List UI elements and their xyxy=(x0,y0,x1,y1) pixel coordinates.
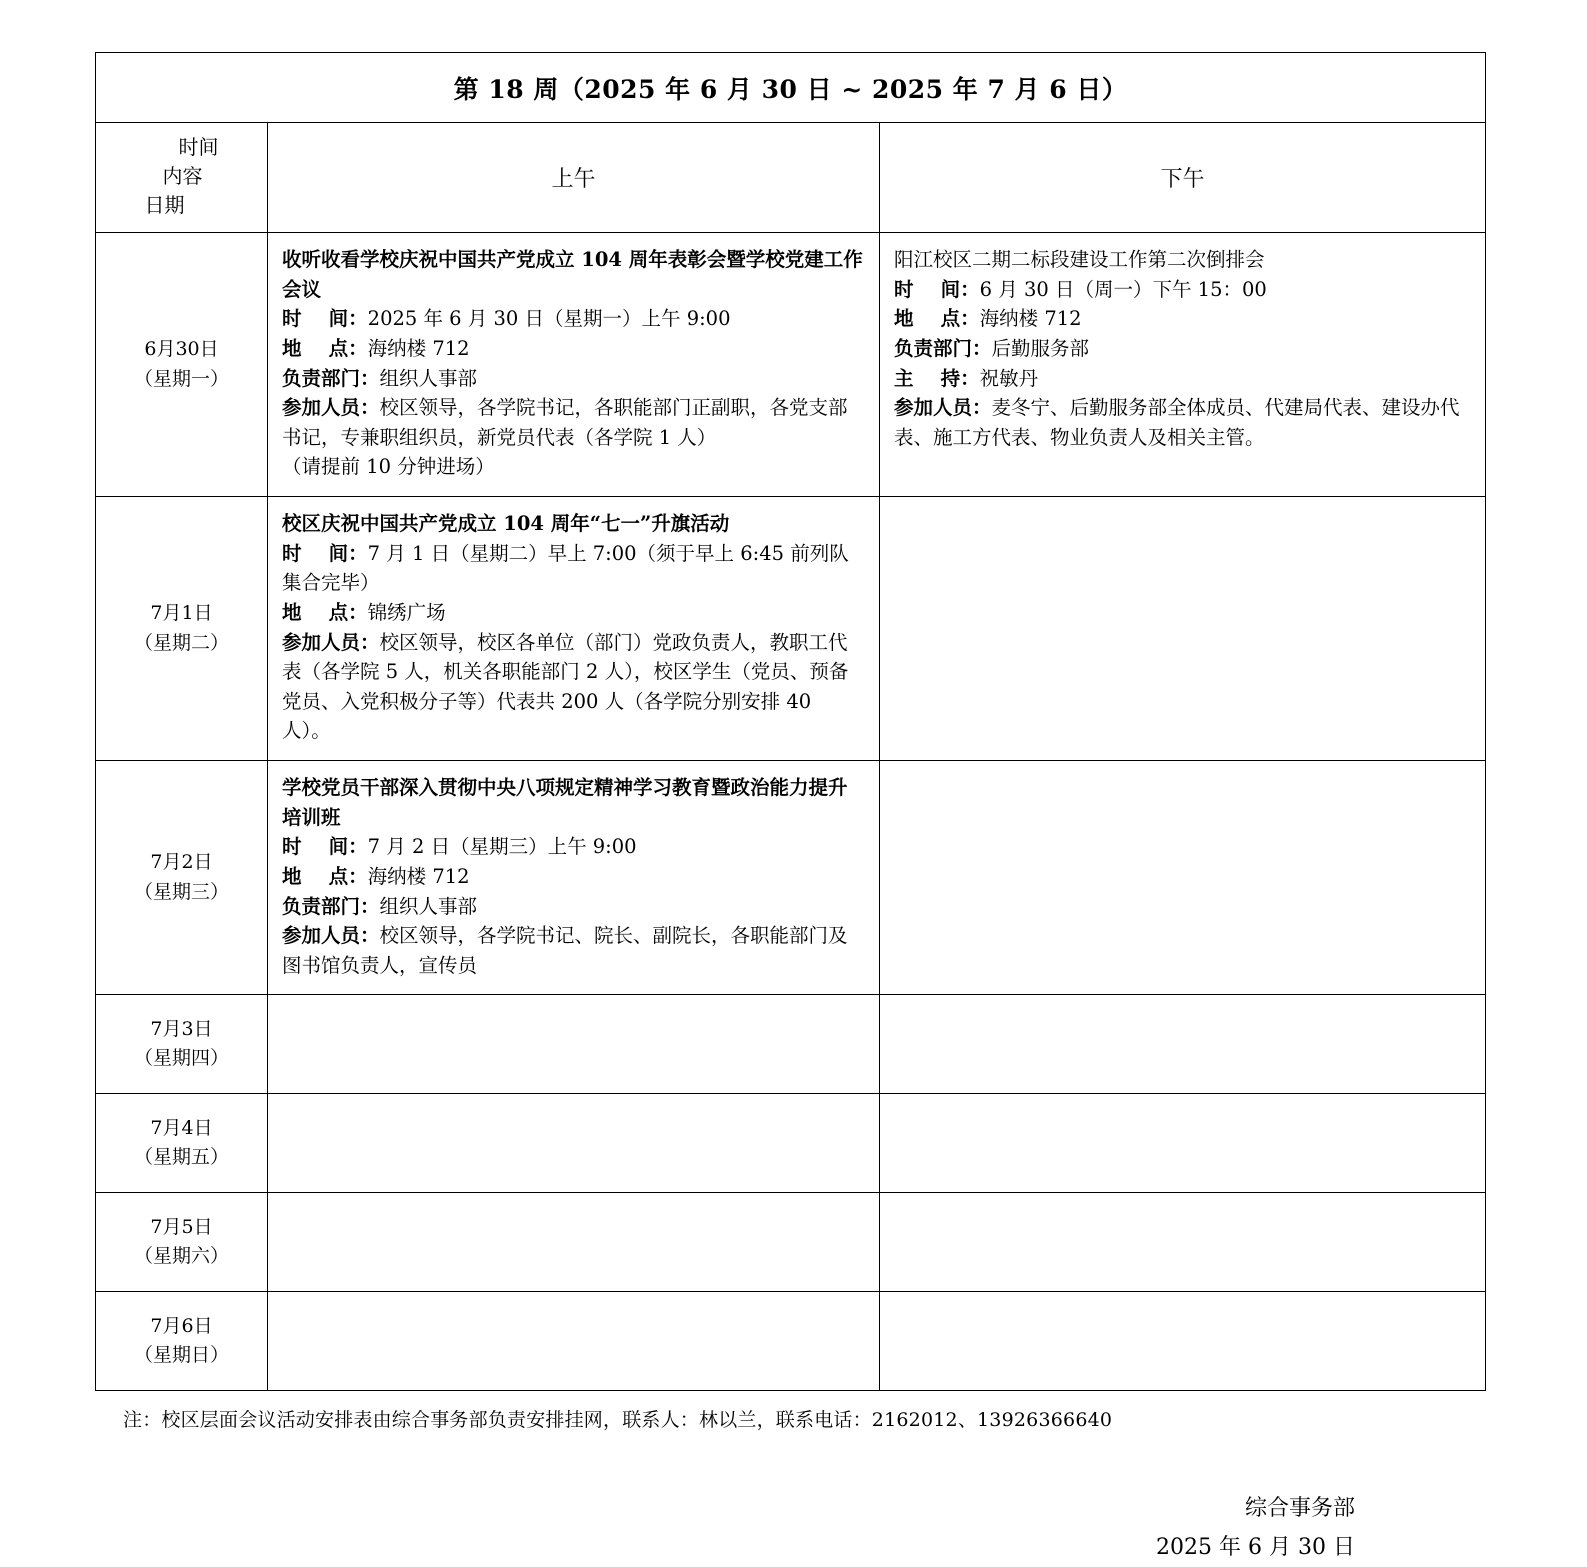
table-title-row xyxy=(96,53,1486,123)
cell-afternoon-5 xyxy=(880,1193,1486,1292)
cell-morning-4 xyxy=(268,1094,880,1193)
date-line-primary: 7月2日 xyxy=(150,851,213,874)
weekly-schedule-table xyxy=(95,52,1486,1391)
event-label: 地 点： xyxy=(282,336,368,360)
event-label: 地 点： xyxy=(282,600,368,624)
table-row xyxy=(96,233,1486,497)
event-value: 7 月 2 日（星期三）上午 9:00 xyxy=(367,835,637,859)
cell-afternoon-2 xyxy=(880,761,1486,995)
date-line-weekday: （星期五） xyxy=(133,1146,229,1169)
event-line xyxy=(282,921,865,980)
event-value: 祝敏丹 xyxy=(979,366,1039,390)
date-line-primary: 7月3日 xyxy=(150,1017,213,1040)
event-value: 后勤服务部 xyxy=(991,336,1090,360)
row-date-5 xyxy=(96,1193,268,1292)
event-label: 主 持： xyxy=(894,366,980,390)
event-title: 校区庆祝中国共产党成立 104 周年“七一”升旗活动 xyxy=(282,512,730,535)
column-header-morning: 上午 xyxy=(268,123,880,233)
cell-morning-0 xyxy=(268,233,880,497)
event-line xyxy=(894,334,1471,364)
row-date-4 xyxy=(96,1094,268,1193)
table-row xyxy=(96,761,1486,995)
date-line-primary: 7月6日 xyxy=(150,1314,213,1337)
event-title: 阳江校区二期二标段建设工作第二次倒排会 xyxy=(894,248,1265,271)
event-value: 组织人事部 xyxy=(379,894,478,918)
event-value: 锦绣广场 xyxy=(367,600,446,624)
event-label: 地 点： xyxy=(282,864,368,888)
event-line xyxy=(894,275,1471,305)
corner-label-date: 日期 xyxy=(144,193,185,217)
event-label: 参加人员： xyxy=(282,630,380,654)
table-row xyxy=(96,1193,1486,1292)
event-line xyxy=(282,393,865,452)
event-line xyxy=(282,892,865,922)
event-line xyxy=(894,304,1471,334)
event-line xyxy=(894,393,1471,452)
cell-morning-1 xyxy=(268,497,880,761)
event-line xyxy=(282,539,865,598)
event-value: 海纳楼 712 xyxy=(367,336,470,360)
row-date-2 xyxy=(96,761,268,995)
date-line-primary: 7月1日 xyxy=(150,602,213,625)
signature-block xyxy=(95,1490,1487,1567)
event-line xyxy=(894,364,1471,394)
cell-afternoon-0 xyxy=(880,233,1486,497)
event-line xyxy=(282,862,865,892)
table-header-row xyxy=(96,123,1486,233)
event-label: 参加人员： xyxy=(282,396,380,420)
event-label: 参加人员： xyxy=(282,924,380,948)
event-line xyxy=(282,598,865,628)
date-line-weekday: （星期一） xyxy=(133,367,229,390)
event-value: 6 月 30 日（周一）下午 15：00 xyxy=(979,277,1267,301)
table-row xyxy=(96,497,1486,761)
event-label: 时 间： xyxy=(282,541,368,565)
cell-afternoon-4 xyxy=(880,1094,1486,1193)
event-label: 时 间： xyxy=(894,277,980,301)
table-row xyxy=(96,1094,1486,1193)
cell-morning-6 xyxy=(268,1292,880,1391)
corner-label-time: 时间 xyxy=(178,135,219,159)
table-row xyxy=(96,1292,1486,1391)
event-label: 参加人员： xyxy=(894,396,992,420)
corner-label-content: 内容 xyxy=(162,164,203,188)
date-line-weekday: （星期日） xyxy=(133,1344,229,1367)
date-line-weekday: （星期三） xyxy=(133,880,229,903)
signature-department: 综合事务部 xyxy=(1244,1496,1355,1522)
row-date-0 xyxy=(96,233,268,497)
footnote: 注：校区层面会议活动安排表由综合事务部负责安排挂网，联系人：林以兰，联系电话：2162012、13926366640 xyxy=(123,1409,1113,1432)
event-line xyxy=(282,334,865,364)
column-header-afternoon: 下午 xyxy=(880,123,1486,233)
date-line-primary: 7月4日 xyxy=(150,1116,213,1139)
cell-morning-3 xyxy=(268,995,880,1094)
date-line-weekday: （星期六） xyxy=(133,1245,229,1268)
event-label: 时 间： xyxy=(282,835,368,859)
event-value: 海纳楼 712 xyxy=(367,864,470,888)
event-line xyxy=(282,304,865,334)
event-title: 收听收看学校庆祝中国共产党成立 104 周年表彰会暨学校党建工作会议 xyxy=(282,248,863,301)
date-line-primary: 6月30日 xyxy=(144,338,219,361)
event-label: 时 间： xyxy=(282,307,368,331)
event-value: 2025 年 6 月 30 日（星期一）上午 9:00 xyxy=(367,307,731,331)
date-line-weekday: （星期四） xyxy=(133,1047,229,1070)
row-date-6 xyxy=(96,1292,268,1391)
event-value: 海纳楼 712 xyxy=(979,307,1082,331)
corner-header xyxy=(96,123,268,233)
event-label: 负责部门： xyxy=(282,366,380,390)
event-value: 校区领导，校区各单位（部门）党政负责人，教职工代表（各学院 5 人，机关各职能部门 2 人），校区学生（党员、预备党员、入党积极分子等）代表共 200 人（各学院分别安排 40 人）。 xyxy=(282,630,849,743)
event-title: 学校党员干部深入贯彻中央八项规定精神学习教育暨政治能力提升培训班 xyxy=(282,776,848,829)
page-title: 第 18 周（2025 年 6 月 30 日 ~ 2025 年 7 月 6 日） xyxy=(96,53,1486,123)
event-label: 负责部门： xyxy=(894,336,992,360)
event-label: 负责部门： xyxy=(282,894,380,918)
row-date-1 xyxy=(96,497,268,761)
event-label: 地 点： xyxy=(894,307,980,331)
cell-afternoon-3 xyxy=(880,995,1486,1094)
date-line-primary: 7月5日 xyxy=(150,1215,213,1238)
cell-morning-5 xyxy=(268,1193,880,1292)
cell-afternoon-6 xyxy=(880,1292,1486,1391)
event-value: 7 月 1 日（星期二）早上 7:00（须于早上 6:45 前列队集合完毕） xyxy=(282,541,849,595)
event-value: 校区领导，各学院书记，各职能部门正副职，各党支部书记，专兼职组织员，新党员代表（各学院 1 人） xyxy=(282,396,848,449)
cell-morning-2 xyxy=(268,761,880,995)
event-line xyxy=(282,628,865,747)
cell-afternoon-1 xyxy=(880,497,1486,761)
event-value: 组织人事部 xyxy=(379,366,478,390)
event-line xyxy=(282,364,865,394)
signature-date: 2025 年 6 月 30 日 xyxy=(1156,1534,1355,1560)
row-date-3 xyxy=(96,995,268,1094)
event-value: 麦冬宁、后勤服务部全体成员、代建局代表、建设办代表、施工方代表、物业负责人及相关主管。 xyxy=(894,396,1460,449)
event-line xyxy=(282,832,865,862)
date-line-weekday: （星期二） xyxy=(133,631,229,654)
table-row xyxy=(96,995,1486,1094)
event-note: （请提前 10 分钟进场） xyxy=(282,455,495,479)
event-value: 校区领导，各学院书记、院长、副院长，各职能部门及图书馆负责人，宣传员 xyxy=(282,924,848,977)
